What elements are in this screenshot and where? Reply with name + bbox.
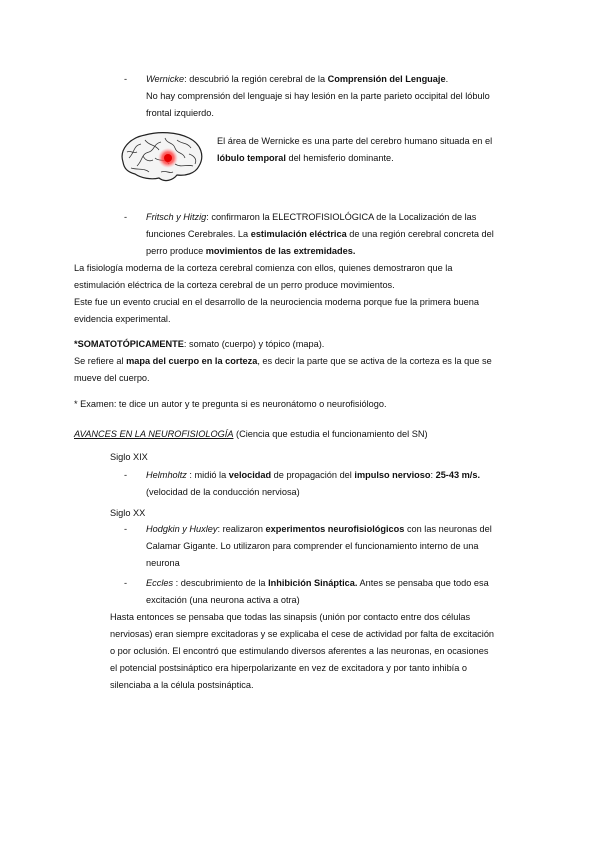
bullet-dash: - (124, 212, 128, 222)
bullet-dash: - (124, 74, 128, 84)
somatotopicamente-section: *SOMATOTÓPICAMENTE: somato (cuerpo) y tópico (mapa). Se refiere al mapa del cuerpo en la corteza, es decir la parte que se activa de la corteza es la que se mueve del cuerpo. (74, 339, 492, 383)
author-name: Fritsch y Hitzig (146, 212, 207, 222)
author-name: Helmholtz (146, 470, 187, 480)
wernicke-line2: No hay comprensión del lenguaje si hay lesión en la parte parieto occipital del lóbulo (146, 91, 490, 101)
helmholtz-item: Helmholtz : midió la velocidad de propagación del impulso nervioso: 25-43 m/s. (velocidad de la conducción nerviosa) (146, 470, 481, 497)
wernicke-caption: El área de Wernicke es una parte del cerebro humano situada en el lóbulo temporal del hemisferio dominante. (217, 136, 493, 163)
bullet-dash: - (124, 524, 128, 534)
author-name: Hodgkin y Huxley (146, 524, 218, 534)
hodgkin-huxley-item: Hodgkin y Huxley: realizaron experimentos neurofisiológicos con las neuronas del Calamar Gigante. Lo utilizaron para comprender el funcionamiento interno de una neurona (146, 524, 492, 568)
siglo-xx-label: Siglo XX (110, 508, 146, 518)
bullet-dash: - (124, 578, 128, 588)
examen-note: * Examen: te dice un autor y te pregunta si es neuronátomo o neurofisiólogo. (74, 399, 387, 409)
heading-title: AVANCES EN LA NEUROFISIOLOGÍA (74, 429, 234, 439)
paragraph-fisiologia: La fisiología moderna de la corteza cerebral comienza con ellos, quienes demostraron que la estimulación eléctrica de la corteza cerebral de un perro produce movimientos. Este fue un evento crucial en el desarrollo de la neurociencia moderna porque fue la primera buena evidencia experimental. (74, 263, 480, 324)
section-heading: AVANCES EN LA NEUROFISIOLOGÍA (Ciencia que estudia el funcionamiento del SN) (74, 429, 428, 439)
eccles-item: Eccles : descubrimiento de la Inhibición Sináptica. Antes se pensaba que todo esa excitación (una neurona activa a otra) (146, 578, 489, 605)
author-name: Wernicke (146, 74, 185, 84)
siglo-xix-label: Siglo XIX (110, 452, 148, 462)
wernicke-line3: frontal izquierdo. (146, 108, 214, 118)
brain-image (115, 128, 207, 188)
term: *SOMATOTÓPICAMENTE (74, 339, 184, 349)
author-name: Eccles (146, 578, 174, 588)
bullet-dash: - (124, 470, 128, 480)
wernicke-item: Wernicke: descubrió la región cerebral de la Comprensión del Lenguaje. No hay comprensión del lenguaje si hay lesión en la parte parieto occipital del lóbulo frontal izquierdo. (146, 71, 490, 122)
fritsch-item: Fritsch y Hitzig: confirmaron la ELECTROFISIOLÓGICA de la Localización de las funciones Cerebrales. La estimulación eléctrica de una región cerebral concreta del perro produce movimientos de las extremidades. (146, 212, 494, 256)
paragraph-sinapsis: Hasta entonces se pensaba que todas las sinapsis (unión por contacto entre dos células nerviosas) eran siempre excitadoras y se explicaba el cese de actividad por falta de excitación o por oclusión. El encontró que estimulando diversos aferentes a las neuronas, en ocasiones el potencial postsináptico era hiperpolarizante en vez de excitadora y por tanto inhibía o silenciaba a la célula postsináptica. (110, 612, 495, 690)
